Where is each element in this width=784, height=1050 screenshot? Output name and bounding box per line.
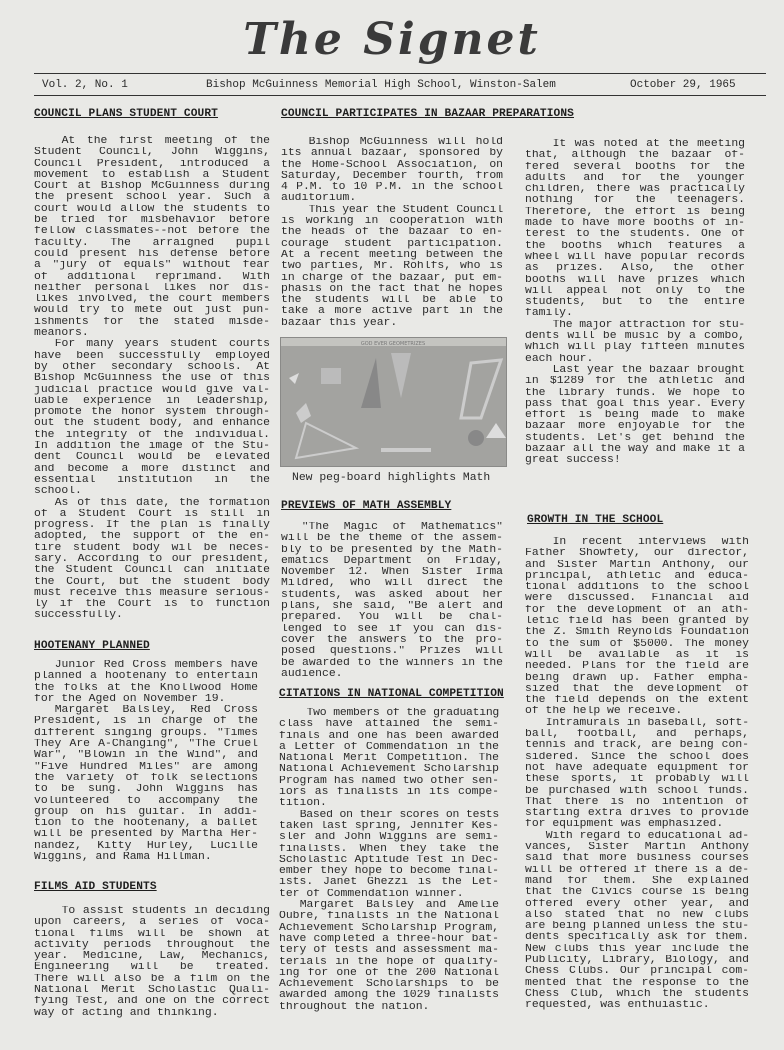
text-line: upon careers, a series of voca- (34, 917, 270, 929)
text-line: Therefore, the effort is being (525, 206, 745, 218)
text-line: The major attraction for stu- (552, 319, 745, 331)
text-line: the booths which features a (525, 240, 745, 252)
text-line: way of acting and thinking. (34, 1007, 219, 1019)
masthead-title: The Signet (243, 14, 541, 65)
text-line: offered every other year, and (525, 898, 749, 910)
text-line: plans, she said, "Be alert and (281, 601, 503, 613)
text-line: bazaar this year. (281, 317, 398, 329)
article-bazaar (281, 137, 503, 329)
text-line: Wiggins, and Rama Hillman. (34, 852, 212, 864)
text-line: fered several booths for the (525, 161, 745, 173)
article-films (34, 906, 270, 1019)
text-line: New clubs this year include the (525, 943, 749, 955)
text-line: At a recent meeting between the (281, 249, 503, 261)
headline-bazaar: COUNCIL PARTICIPATES IN BAZAAR PREPARATIONS (281, 108, 574, 120)
text-line: bly to be presented by the Math- (281, 544, 503, 556)
text-line: courage student participation. (281, 238, 503, 250)
text-line: At the first meeting of the (61, 136, 270, 147)
text-line: finals and one has been awarded (279, 730, 499, 742)
text-line: would try to mete out just pun- (34, 305, 270, 317)
text-line: to the sum of $5000. The money (525, 638, 749, 650)
text-line: by other secondary schools. At (34, 361, 270, 373)
photo-caption: New peg-board highlights Math (292, 472, 491, 484)
text-line: the folks at the Knollwood Home (34, 682, 258, 694)
text-line: the variety of folk selections (34, 772, 258, 784)
text-line: ter of Commendation winner. (279, 888, 464, 900)
text-line: It was noted at the meeting (552, 139, 745, 150)
text-line: nothing for the teenagers. (525, 195, 745, 207)
text-line: sler and John Wiggins are semi- (279, 832, 499, 844)
text-line: vances, Sister Martin Anthony (525, 842, 749, 854)
text-line: In recent interviews with (552, 537, 749, 548)
text-line: children, there was practically (525, 184, 745, 196)
text-line: the integrity of the individual. (34, 429, 270, 441)
text-line: starting extra drives to provide (525, 808, 749, 820)
text-line: the field depends on the extent (525, 695, 749, 707)
text-line: a "jury of equals" without fear (34, 260, 270, 272)
text-line: students. Let's get behind the (525, 432, 745, 444)
text-line: its annual bazaar, sponsored by (281, 148, 503, 160)
text-line: mand for them. She explained (525, 875, 749, 887)
text-line: neither personal likes nor dis- (34, 282, 270, 294)
text-line: tire student body wil be neces- (34, 542, 270, 554)
text-line: War", "Blowin in the Wind", and (34, 750, 258, 762)
text-line: throughout the nation. (279, 1001, 430, 1013)
text-line: nandez, Kitty Hurley, Lucille (34, 840, 258, 852)
text-line: requested, was enthuiastic. (525, 1000, 710, 1012)
text-line: letic field has been granted by (525, 616, 749, 628)
text-line: Council President, introduced a (34, 158, 270, 170)
text-line: be tried for misbehavior before (34, 215, 270, 227)
text-line: tery of tests and assessment ma- (279, 945, 499, 957)
text-line: will be the theme of the assem- (281, 533, 503, 545)
text-line: as prizes. Also, the other (525, 263, 745, 275)
text-line: have completed a three-hour bat- (279, 933, 499, 945)
text-line: the Z. Smith Reynolds Foundation (525, 627, 749, 639)
text-line: terest to the students. One of (525, 229, 745, 241)
text-line: judicial practice would give val- (34, 384, 270, 396)
text-line: bazaar more enjoyable for the (525, 421, 745, 433)
text-line: for equipment was emphasized. (525, 819, 724, 831)
text-line: said that more business courses (525, 853, 749, 865)
text-line: adults and for the younger (525, 172, 745, 184)
text-line: progress. If the plan is finally (34, 520, 270, 532)
text-line: the heads of the bazaar to en- (281, 227, 503, 239)
text-line: Father Showfety, our director, (525, 548, 749, 560)
text-line: Scholastic Aptitude Test in Dec- (279, 854, 499, 866)
text-line: will be available as it is (525, 649, 749, 661)
text-line: ing for one of the 200 National (279, 967, 499, 979)
text-line: In addition the image of the Stu- (34, 441, 270, 453)
article-student-court (34, 136, 270, 622)
text-line: which will play fifteen minutes (525, 342, 745, 354)
text-line: are being planned unless the stu- (525, 921, 749, 933)
text-line: Publicity, Library, Biology, and (525, 954, 749, 966)
text-line: lenged to see if you can dis- (281, 623, 503, 635)
text-line: Chess Club, which the students (525, 988, 749, 1000)
headline-math-assembly: PREVIEWS OF MATH ASSEMBLY (281, 500, 452, 512)
text-line: Engineering will be treated. (34, 962, 270, 974)
text-line: Saturday, December fourth, from (281, 170, 503, 182)
text-line: will be offered if there is a de- (525, 864, 749, 876)
text-line: two parties, Mr. Rohlfs, who is (281, 261, 503, 273)
text-line: students, was asked about her (281, 589, 503, 601)
text-line: ly if the Court is to function (34, 599, 270, 611)
text-line: booths will have prizes which (525, 274, 745, 286)
text-line: group on his guitar. In addi- (34, 806, 258, 818)
issue-date: October 29, 1965 (630, 79, 736, 91)
text-line: for the Aged on November 19. (34, 693, 226, 705)
text-line: a Letter of Commendation in the (279, 741, 499, 753)
volume-number: Vol. 2, No. 1 (42, 79, 128, 91)
text-line: that, although the bazaar of- (525, 150, 745, 162)
text-line: tennis and track, are being con- (525, 740, 749, 752)
text-line: Student Council, John Wiggins, (34, 147, 270, 159)
text-line: faculty. The arraigned pupil (34, 237, 270, 249)
article-hootenany (34, 660, 258, 863)
text-line: take a more active part in the (281, 306, 503, 318)
text-line: Junior Red Cross members have (54, 660, 258, 671)
text-line: the library funds. We hope to (525, 387, 745, 399)
text-line: sized that the development of (525, 683, 749, 695)
text-line: National Merit Scholastic Quali- (34, 985, 270, 997)
text-line: uable experience in leadership, (34, 395, 270, 407)
text-line: movement to establish a Student (34, 169, 270, 181)
text-line: "Five Hundred Miles" are among (34, 761, 258, 773)
text-line: tition. (279, 798, 327, 810)
text-line: year. Medicine, Law, Mechanics, (34, 951, 270, 963)
text-line: pass that goal this year. Every (525, 398, 745, 410)
text-line: They Are A-Changing", "The Cruel (34, 739, 258, 751)
text-line: class have attained the semi- (279, 719, 499, 731)
text-line: sidered. Since the school does (525, 751, 749, 763)
article-math-assembly (281, 522, 503, 680)
text-line: iors as finalists in its compe- (279, 787, 499, 799)
text-line: awarded among the 1029 finalists (279, 990, 499, 1002)
text-line: court would allow the students to (34, 203, 270, 215)
text-line: in $1289 for the athletic and (525, 376, 745, 388)
text-line: not have adequate equipment for (525, 762, 749, 774)
headline-student-court: COUNCIL PLANS STUDENT COURT (34, 108, 218, 120)
text-line: Mildred, who will direct the (281, 578, 503, 590)
text-line: Achievement Scholarship Program, (279, 922, 499, 934)
text-line: these sports, it probably will (525, 774, 749, 786)
text-line: the Home-School Association, on (281, 159, 503, 171)
text-line: Intramurals in baseball, soft- (545, 717, 749, 729)
text-line: have been successfully employed (34, 350, 270, 362)
text-line: essential institution in the (34, 474, 270, 486)
school-name: Bishop McGuinness Memorial High School, Winston-Salem (206, 79, 556, 91)
text-line: meanors. (34, 328, 89, 340)
text-line: terials in the hope of qualify- (279, 956, 499, 968)
text-line: National Merit Competition. The (279, 753, 499, 765)
text-line: fying Test, and one on the correct (34, 996, 270, 1008)
text-line: ball, football, and perhaps, (525, 729, 749, 741)
text-line: be purchased with school funds. (525, 785, 749, 797)
text-line: activity periods throughout the (34, 939, 270, 951)
header-rule-bottom (34, 95, 766, 96)
text-line: ember they hope to become final- (279, 866, 499, 878)
text-line: out the student body, and enhance (34, 418, 270, 430)
text-line: auditorium. (281, 193, 357, 205)
text-line: family. (525, 308, 573, 320)
text-line: likes involved, the court members (34, 294, 270, 306)
text-line: were discussed. Financial aid (525, 593, 749, 605)
text-line: bazaar all the way and make it a (525, 444, 745, 456)
text-line: for the development of an ath- (525, 604, 749, 616)
text-line: That there is no intention of (525, 796, 749, 808)
text-line: Margaret Balsley, Red Cross (54, 705, 258, 717)
text-line: ishments for the stated misde- (34, 316, 270, 328)
text-line: be awarded to the winners in the (281, 657, 503, 669)
text-line: tional additions to the school (525, 582, 749, 594)
text-line: Achievement Scholarships to be (279, 979, 499, 991)
text-line: the present school year. Such a (34, 192, 270, 204)
pegboard-photo (280, 337, 507, 467)
text-line: ematics Department on Friday, (281, 555, 503, 567)
text-line: of the help we receive. (525, 706, 683, 718)
text-line: dents will be music by a combo, (525, 331, 745, 343)
text-line: Two members of the graduating (306, 708, 499, 719)
text-line: mented that the response to the (525, 977, 749, 989)
article-growth (525, 537, 749, 1011)
text-line: There will also be a film on the (34, 973, 270, 985)
text-line: prepared. You will be chal- (281, 612, 503, 624)
text-line: successfully. (34, 610, 123, 622)
text-line: great success! (525, 455, 621, 467)
text-line: cover the answers to the pro- (281, 634, 503, 646)
text-line: wheel will have popular records (525, 251, 745, 263)
text-line: finalists. When they take the (279, 843, 499, 855)
text-line: National Achievement Scholarship (279, 764, 499, 776)
text-line: the Student Council can initiate (34, 565, 270, 577)
text-line: must receive this measure serious- (34, 587, 270, 599)
text-line: the Court, but the student body (34, 576, 270, 588)
text-line: principal, athletic and educa- (525, 570, 749, 582)
text-line: tional films will be shown at (34, 928, 270, 940)
text-line: school. (34, 486, 82, 498)
text-line: that the Civics course is being (525, 887, 749, 899)
text-line: Bishop McGuinness will hold (308, 137, 503, 148)
text-line: promote the honor system through- (34, 407, 270, 419)
text-line: needed. Plans for the field are (525, 661, 749, 673)
text-line: to be sung. John Wiggins has (34, 784, 258, 796)
text-line: Bishop McGuinness the use of this (34, 373, 270, 385)
text-line: could present his defense before (34, 248, 270, 260)
text-line: the students will be able to (281, 295, 503, 307)
text-line: planned a hootenany to entertain (34, 671, 258, 683)
text-line: effort is being made to make (525, 410, 745, 422)
text-line: will be presented by Martha Her- (34, 829, 258, 841)
text-line: will appeal not only to the (525, 285, 745, 297)
text-line: ists. Janet Ghezzi is the Let- (279, 877, 499, 889)
text-line: This year the Student Council (308, 204, 503, 216)
headline-hootenany: HOOTENANY PLANNED (34, 640, 150, 652)
headline-growth: GROWTH IN THE SCHOOL (527, 514, 664, 526)
text-line: fellow classmates--not before the (34, 226, 270, 238)
text-line: students, but to the entire (525, 297, 745, 309)
text-line: taken last spring, Jennifer Kes- (279, 820, 499, 832)
text-line: audience. (281, 668, 343, 680)
text-line: dents specifically ask for them. (525, 932, 749, 944)
text-line: of a Student Court is still in (34, 508, 270, 520)
text-line: dent Council would be elevated (34, 452, 270, 464)
text-line: of additional reprimand. With (34, 271, 270, 283)
text-line: in charge of the bazaar, put em- (281, 272, 503, 284)
text-line: made to have more booths of in- (525, 218, 745, 230)
text-line: 4 P.M. to 10 P.M. in the school (281, 182, 503, 194)
text-line: and become a more distinct and (34, 463, 270, 475)
text-line: being drawn up. Father empha- (525, 672, 749, 684)
headline-films: FILMS AID STUDENTS (34, 881, 157, 893)
article-citations (279, 708, 499, 1013)
text-line: "The Magic of Mathematics" (301, 522, 503, 533)
text-line: tion to the hootenany, a ballet (34, 818, 258, 830)
article-bazaar-continued (525, 139, 745, 467)
text-line: As of this date, the formation (54, 497, 270, 509)
header-rule-top (34, 73, 766, 74)
pegboard-image (281, 338, 506, 466)
text-line: Program has named two other sen- (279, 775, 499, 787)
text-line: President, is in charge of the (34, 716, 258, 728)
text-line: With regard to educational ad- (545, 830, 749, 842)
text-line: Margaret Balsley and Amelie (299, 900, 499, 912)
text-line: To assist students in deciding (61, 906, 270, 917)
text-line: sary. According to our president, (34, 553, 270, 565)
text-line: For many years student courts (54, 339, 270, 351)
text-line: volunteered to accompany the (34, 795, 258, 807)
text-line: also stated that no new clubs (525, 909, 749, 921)
pegboard-label: GOD EVER GEOMETRIZES (360, 341, 426, 347)
text-line: Court at Bishop McGuinness during (34, 181, 270, 193)
text-line: and Sister Martin Anthony, our (525, 559, 749, 571)
text-line: posed questions." Prizes will (281, 646, 503, 658)
text-line: Based on their scores on tests (299, 809, 499, 821)
text-line: each hour. (525, 353, 594, 365)
text-line: November 12. When Sister Irma (281, 567, 503, 579)
text-line: Last year the bazaar brought (552, 364, 745, 376)
text-line: different singing groups. "Times (34, 727, 258, 739)
headline-citations: CITATIONS IN NATIONAL COMPETITION (279, 688, 504, 700)
text-line: is working in cooperation with (281, 216, 503, 228)
text-line: adopted, the support of the en- (34, 531, 270, 543)
text-line: phasis on the fact that he hopes (281, 283, 503, 295)
text-line: Chess Clubs. Our principal com- (525, 966, 749, 978)
text-line: Oubre, finalists in the National (279, 911, 499, 923)
